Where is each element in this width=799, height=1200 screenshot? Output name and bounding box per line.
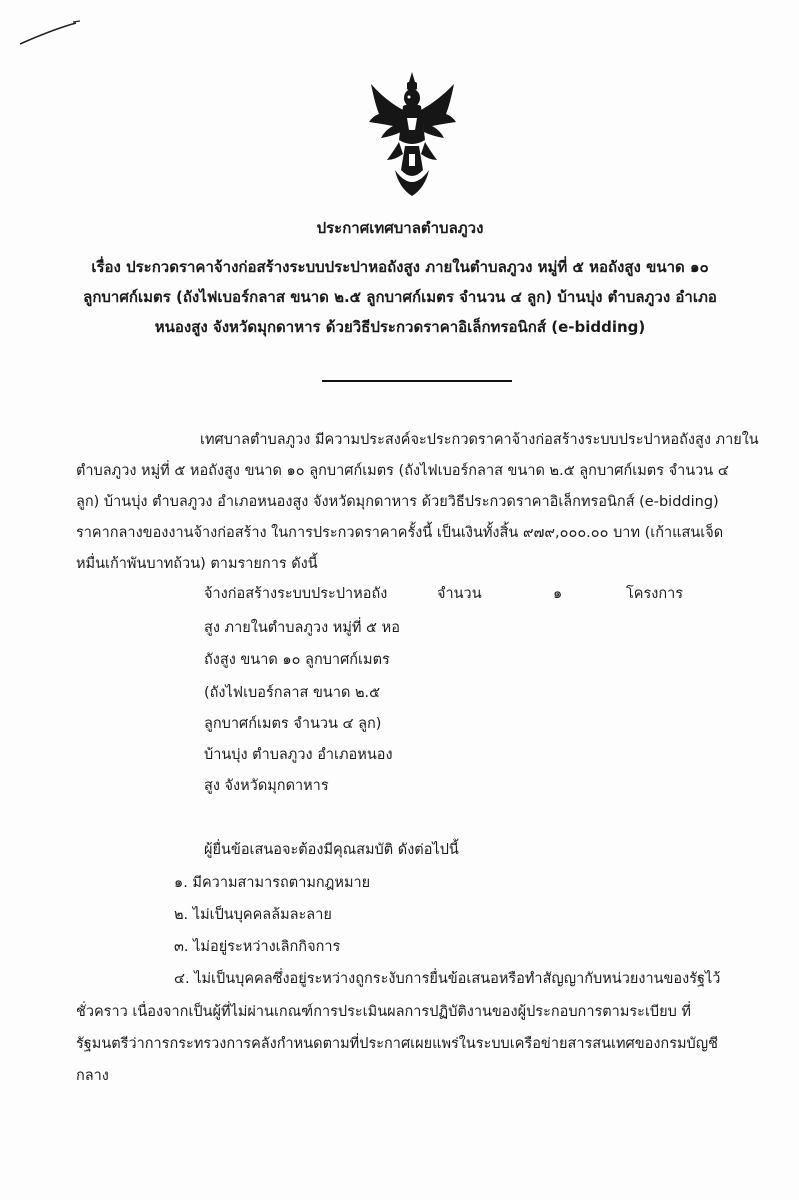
qualification-item: ๑. มีความสามารถตามกฎหมาย	[174, 875, 371, 891]
qualification-4-line-4: กลาง	[76, 1068, 109, 1084]
qualification-4-line-2: ชั่วคราว เนื่องจากเป็นผู้ที่ไม่ผ่านเกณฑ์การประเมินผลการปฏิบัติงานของผู้ประกอบการตามระเบียบ ที่	[76, 1004, 691, 1020]
qualification-4-line-1: ๔. ไม่เป็นบุคคลซึ่งอยู่ระหว่างถูกระงับการยื่นข้อเสนอหรือทำสัญญากับหน่วยงานของรัฐไว้	[174, 971, 721, 987]
item-description-line: (ถังไฟเบอร์กลาส ขนาด ๒.๕	[204, 685, 381, 701]
item-quantity-label: จำนวน	[437, 586, 482, 602]
announcement-title: ประกาศเทศบาลตำบลภูวง	[316, 219, 484, 237]
item-description-line: จ้างก่อสร้างระบบประปาหอถัง	[204, 586, 388, 602]
item-quantity: ๑	[553, 586, 563, 602]
item-description-line: ลูกบาศก์เมตร จำนวน ๔ ลูก)	[204, 716, 382, 732]
subject-line-2: ลูกบาศก์เมตร (ถังไฟเบอร์กลาส ขนาด ๒.๕ ลูกบาศก์เมตร จำนวน ๔ ลูก) บ้านบุ่ง ตำบลภูวง อำเภอ	[83, 288, 717, 306]
item-description-line: สูง ภายในตำบลภูวง หมู่ที่ ๕ หอ	[204, 620, 400, 636]
item-description-line: บ้านบุ่ง ตำบลภูวง อำเภอหนอง	[204, 747, 393, 763]
item-description-line: ถังสูง ขนาด ๑๐ ลูกบาศก์เมตร	[204, 652, 390, 668]
corner-pen-stroke	[18, 18, 88, 48]
garuda-emblem-icon	[365, 70, 460, 200]
qualification-4-line-3: รัฐมนตรีว่าการกระทรวงการคลังกำหนดตามที่ประกาศเผยแพร่ในระบบเครือข่ายสารสนเทศของกรมบัญชี	[76, 1036, 718, 1052]
intro-line-4: ราคากลางของงานจ้างก่อสร้าง ในการประกวดราคาครั้งนี้ เป็นเงินทั้งสิ้น ๙๗๙,๐๐๐.๐๐ บาท (เก้าแสนเจ็ด	[76, 525, 724, 541]
qualification-item: ๓. ไม่อยู่ระหว่างเลิกกิจการ	[174, 939, 341, 955]
qualification-item: ๒. ไม่เป็นบุคคลล้มละลาย	[174, 907, 332, 923]
intro-line-3: ลูก) บ้านบุ่ง ตำบลภูวง อำเภอหนองสูง จังหวัดมุกดาหาร ด้วยวิธีประกวดราคาอิเล็กทรอนิกส์ (e-bidding)	[76, 494, 719, 510]
item-description-line: สูง จังหวัดมุกดาหาร	[204, 778, 329, 794]
subject-line-3: หนองสูง จังหวัดมุกดาหาร ด้วยวิธีประกวดราคาอิเล็กทรอนิกส์ (e-bidding)	[154, 318, 646, 336]
qualifications-heading: ผู้ยื่นข้อเสนอจะต้องมีคุณสมบัติ ดังต่อไปนี้	[204, 842, 459, 858]
intro-line-2: ตำบลภูวง หมู่ที่ ๕ หอถังสูง ขนาด ๑๐ ลูกบาศก์เมตร (ถังไฟเบอร์กลาส ขนาด ๒.๕ ลูกบาศก์เมตร จำนวน ๔	[76, 463, 729, 479]
title-divider	[322, 380, 512, 382]
intro-line-5: หมื่นเก้าพันบาทถ้วน) ตามรายการ ดังนี้	[76, 556, 318, 572]
intro-line-1: เทศบาลตำบลภูวง มีความประสงค์จะประกวดราคาจ้างก่อสร้างระบบประปาหอถังสูง ภายใน	[200, 432, 759, 448]
subject-line-1: เรื่อง ประกวดราคาจ้างก่อสร้างระบบประปาหอถังสูง ภายในตำบลภูวง หมู่ที่ ๕ หอถังสูง ขนาด ๑๐	[91, 258, 709, 276]
item-unit: โครงการ	[626, 586, 684, 602]
